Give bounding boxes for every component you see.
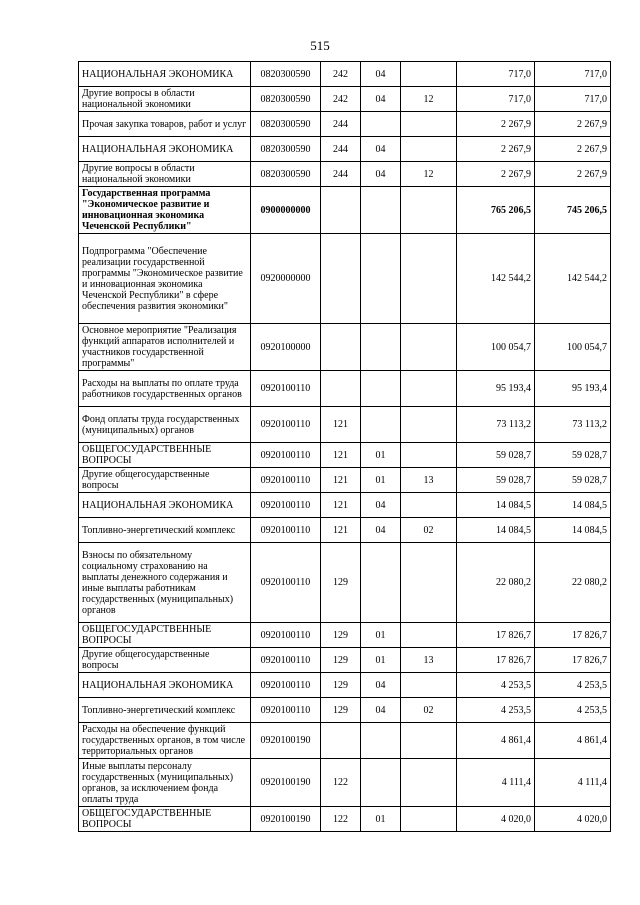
amount-year-1-cell: 17 826,7 [457, 623, 535, 648]
row-name-cell: НАЦИОНАЛЬНАЯ ЭКОНОМИКА [79, 137, 251, 162]
subsection-cell [401, 234, 457, 324]
row-name-cell: НАЦИОНАЛЬНАЯ ЭКОНОМИКА [79, 62, 251, 87]
subsection-cell [401, 371, 457, 407]
amount-year-1-cell: 95 193,4 [457, 371, 535, 407]
row-name-cell: Расходы на выплаты по оплате труда работников государственных органов [79, 371, 251, 407]
amount-year-2-cell: 17 826,7 [535, 623, 611, 648]
row-name-cell: НАЦИОНАЛЬНАЯ ЭКОНОМИКА [79, 493, 251, 518]
expense-type-cell [321, 234, 361, 324]
section-cell: 04 [361, 493, 401, 518]
row-name-cell: Взносы по обязательному социальному страхованию на выплаты денежного содержания и иные выплаты работникам государственных (муниципальных) органов [79, 543, 251, 623]
subsection-cell: 13 [401, 468, 457, 493]
target-article-code-cell: 0820300590 [251, 112, 321, 137]
section-cell: 01 [361, 807, 401, 832]
subsection-cell: 12 [401, 162, 457, 187]
subsection-cell [401, 62, 457, 87]
page-number: 515 [310, 38, 330, 53]
target-article-code-cell: 0920100190 [251, 807, 321, 832]
expense-type-cell: 244 [321, 162, 361, 187]
subsection-cell [401, 324, 457, 371]
table-row [79, 543, 611, 623]
target-article-code-cell: 0920100110 [251, 407, 321, 443]
amount-year-1-cell: 14 084,5 [457, 518, 535, 543]
target-article-code-cell: 0920100000 [251, 324, 321, 371]
subsection-cell [401, 443, 457, 468]
section-cell: 04 [361, 137, 401, 162]
expense-type-cell: 129 [321, 648, 361, 673]
amount-year-1-cell: 14 084,5 [457, 493, 535, 518]
expense-type-cell: 129 [321, 543, 361, 623]
subsection-cell: 12 [401, 87, 457, 112]
section-cell: 04 [361, 162, 401, 187]
amount-year-2-cell: 22 080,2 [535, 543, 611, 623]
section-cell [361, 187, 401, 234]
amount-year-2-cell: 14 084,5 [535, 493, 611, 518]
row-name-cell: Расходы на обеспечение функций государственных органов, в том числе территориальных органов [79, 723, 251, 759]
amount-year-2-cell: 17 826,7 [535, 648, 611, 673]
section-cell [361, 543, 401, 623]
amount-year-1-cell: 2 267,9 [457, 112, 535, 137]
amount-year-1-cell: 22 080,2 [457, 543, 535, 623]
target-article-code-cell: 0920100110 [251, 623, 321, 648]
budget-table [78, 61, 611, 832]
row-name-cell: Государственная программа "Экономическое развитие и инновационная экономика Чеченской Республики" [79, 187, 251, 234]
expense-type-cell: 244 [321, 112, 361, 137]
amount-year-2-cell: 95 193,4 [535, 371, 611, 407]
section-cell [361, 759, 401, 807]
expense-type-cell: 244 [321, 137, 361, 162]
table-row [79, 137, 611, 162]
target-article-code-cell: 0920000000 [251, 234, 321, 324]
expense-type-cell: 121 [321, 493, 361, 518]
expense-type-cell: 121 [321, 468, 361, 493]
row-name-cell: ОБЩЕГОСУДАРСТВЕННЫЕ ВОПРОСЫ [79, 807, 251, 832]
subsection-cell [401, 673, 457, 698]
table-row [79, 807, 611, 832]
subsection-cell: 02 [401, 518, 457, 543]
section-cell: 01 [361, 648, 401, 673]
target-article-code-cell: 0920100110 [251, 543, 321, 623]
amount-year-1-cell: 73 113,2 [457, 407, 535, 443]
row-name-cell: Фонд оплаты труда государственных (муниципальных) органов [79, 407, 251, 443]
expense-type-cell: 121 [321, 518, 361, 543]
subsection-cell [401, 807, 457, 832]
table-row [79, 187, 611, 234]
amount-year-2-cell: 717,0 [535, 62, 611, 87]
table-row [79, 723, 611, 759]
subsection-cell [401, 187, 457, 234]
subsection-cell [401, 723, 457, 759]
target-article-code-cell: 0920100190 [251, 723, 321, 759]
row-name-cell: ОБЩЕГОСУДАРСТВЕННЫЕ ВОПРОСЫ [79, 443, 251, 468]
table-row [79, 324, 611, 371]
subsection-cell: 02 [401, 698, 457, 723]
amount-year-2-cell: 2 267,9 [535, 112, 611, 137]
section-cell [361, 407, 401, 443]
row-name-cell: ОБЩЕГОСУДАРСТВЕННЫЕ ВОПРОСЫ [79, 623, 251, 648]
expense-type-cell [321, 723, 361, 759]
row-name-cell: Подпрограмма "Обеспечение реализации государственной программы "Экономическое развитие и инновационная экономика Чеченской Республики" в сфере обеспечения развития экономики" [79, 234, 251, 324]
target-article-code-cell: 0820300590 [251, 87, 321, 112]
amount-year-2-cell: 73 113,2 [535, 407, 611, 443]
table-row [79, 698, 611, 723]
expense-type-cell: 129 [321, 673, 361, 698]
target-article-code-cell: 0920100110 [251, 648, 321, 673]
expense-type-cell: 122 [321, 759, 361, 807]
table-row [79, 407, 611, 443]
section-cell [361, 112, 401, 137]
table-row [79, 371, 611, 407]
row-name-cell: Топливно-энергетический комплекс [79, 698, 251, 723]
section-cell: 04 [361, 87, 401, 112]
section-cell: 01 [361, 623, 401, 648]
row-name-cell: Иные выплаты персоналу государственных (муниципальных) органов, за исключением фонда оплаты труда [79, 759, 251, 807]
target-article-code-cell: 0920100190 [251, 759, 321, 807]
table-row [79, 623, 611, 648]
row-name-cell: Другие вопросы в области национальной экономики [79, 87, 251, 112]
target-article-code-cell: 0900000000 [251, 187, 321, 234]
subsection-cell [401, 759, 457, 807]
section-cell [361, 234, 401, 324]
amount-year-2-cell: 745 206,5 [535, 187, 611, 234]
expense-type-cell: 242 [321, 62, 361, 87]
target-article-code-cell: 0820300590 [251, 137, 321, 162]
section-cell: 01 [361, 443, 401, 468]
target-article-code-cell: 0920100110 [251, 443, 321, 468]
expense-type-cell [321, 371, 361, 407]
row-name-cell: Основное мероприятие "Реализация функций аппаратов исполнителей и участников государственной программы" [79, 324, 251, 371]
section-cell [361, 371, 401, 407]
table-row [79, 162, 611, 187]
amount-year-2-cell: 100 054,7 [535, 324, 611, 371]
section-cell [361, 723, 401, 759]
table-row [79, 518, 611, 543]
target-article-code-cell: 0920100110 [251, 468, 321, 493]
table-row [79, 648, 611, 673]
table-row [79, 673, 611, 698]
table-body [79, 62, 611, 832]
expense-type-cell: 121 [321, 443, 361, 468]
target-article-code-cell: 0920100110 [251, 371, 321, 407]
table-row [79, 759, 611, 807]
amount-year-1-cell: 59 028,7 [457, 443, 535, 468]
amount-year-1-cell: 4 111,4 [457, 759, 535, 807]
section-cell: 04 [361, 62, 401, 87]
row-name-cell: Прочая закупка товаров, работ и услуг [79, 112, 251, 137]
expense-type-cell: 121 [321, 407, 361, 443]
amount-year-2-cell: 2 267,9 [535, 162, 611, 187]
amount-year-2-cell: 4 253,5 [535, 698, 611, 723]
amount-year-2-cell: 4 253,5 [535, 673, 611, 698]
amount-year-1-cell: 4 861,4 [457, 723, 535, 759]
amount-year-1-cell: 100 054,7 [457, 324, 535, 371]
expense-type-cell: 122 [321, 807, 361, 832]
amount-year-2-cell: 59 028,7 [535, 443, 611, 468]
amount-year-2-cell: 59 028,7 [535, 468, 611, 493]
target-article-code-cell: 0920100110 [251, 673, 321, 698]
amount-year-2-cell: 142 544,2 [535, 234, 611, 324]
amount-year-2-cell: 4 111,4 [535, 759, 611, 807]
target-article-code-cell: 0920100110 [251, 518, 321, 543]
table-row [79, 443, 611, 468]
amount-year-2-cell: 14 084,5 [535, 518, 611, 543]
amount-year-1-cell: 2 267,9 [457, 137, 535, 162]
amount-year-2-cell: 4 020,0 [535, 807, 611, 832]
table-row [79, 87, 611, 112]
section-cell: 04 [361, 698, 401, 723]
amount-year-2-cell: 717,0 [535, 87, 611, 112]
table-row [79, 493, 611, 518]
amount-year-1-cell: 717,0 [457, 62, 535, 87]
target-article-code-cell: 0820300590 [251, 162, 321, 187]
amount-year-1-cell: 765 206,5 [457, 187, 535, 234]
expense-type-cell: 242 [321, 87, 361, 112]
section-cell: 04 [361, 518, 401, 543]
target-article-code-cell: 0820300590 [251, 62, 321, 87]
expense-type-cell: 129 [321, 698, 361, 723]
amount-year-2-cell: 4 861,4 [535, 723, 611, 759]
subsection-cell [401, 112, 457, 137]
amount-year-1-cell: 59 028,7 [457, 468, 535, 493]
table-row [79, 62, 611, 87]
subsection-cell [401, 543, 457, 623]
subsection-cell [401, 407, 457, 443]
subsection-cell: 13 [401, 648, 457, 673]
table-row [79, 468, 611, 493]
subsection-cell [401, 623, 457, 648]
amount-year-1-cell: 17 826,7 [457, 648, 535, 673]
amount-year-1-cell: 4 020,0 [457, 807, 535, 832]
subsection-cell [401, 493, 457, 518]
target-article-code-cell: 0920100110 [251, 698, 321, 723]
subsection-cell [401, 137, 457, 162]
table-row [79, 112, 611, 137]
expense-type-cell: 129 [321, 623, 361, 648]
section-cell: 04 [361, 673, 401, 698]
amount-year-1-cell: 4 253,5 [457, 673, 535, 698]
section-cell [361, 324, 401, 371]
amount-year-1-cell: 142 544,2 [457, 234, 535, 324]
row-name-cell: НАЦИОНАЛЬНАЯ ЭКОНОМИКА [79, 673, 251, 698]
row-name-cell: Топливно-энергетический комплекс [79, 518, 251, 543]
row-name-cell: Другие вопросы в области национальной экономики [79, 162, 251, 187]
row-name-cell: Другие общегосударственные вопросы [79, 648, 251, 673]
amount-year-2-cell: 2 267,9 [535, 137, 611, 162]
target-article-code-cell: 0920100110 [251, 493, 321, 518]
amount-year-1-cell: 717,0 [457, 87, 535, 112]
table-row [79, 234, 611, 324]
amount-year-1-cell: 2 267,9 [457, 162, 535, 187]
section-cell: 01 [361, 468, 401, 493]
amount-year-1-cell: 4 253,5 [457, 698, 535, 723]
expense-type-cell [321, 187, 361, 234]
row-name-cell: Другие общегосударственные вопросы [79, 468, 251, 493]
expense-type-cell [321, 324, 361, 371]
